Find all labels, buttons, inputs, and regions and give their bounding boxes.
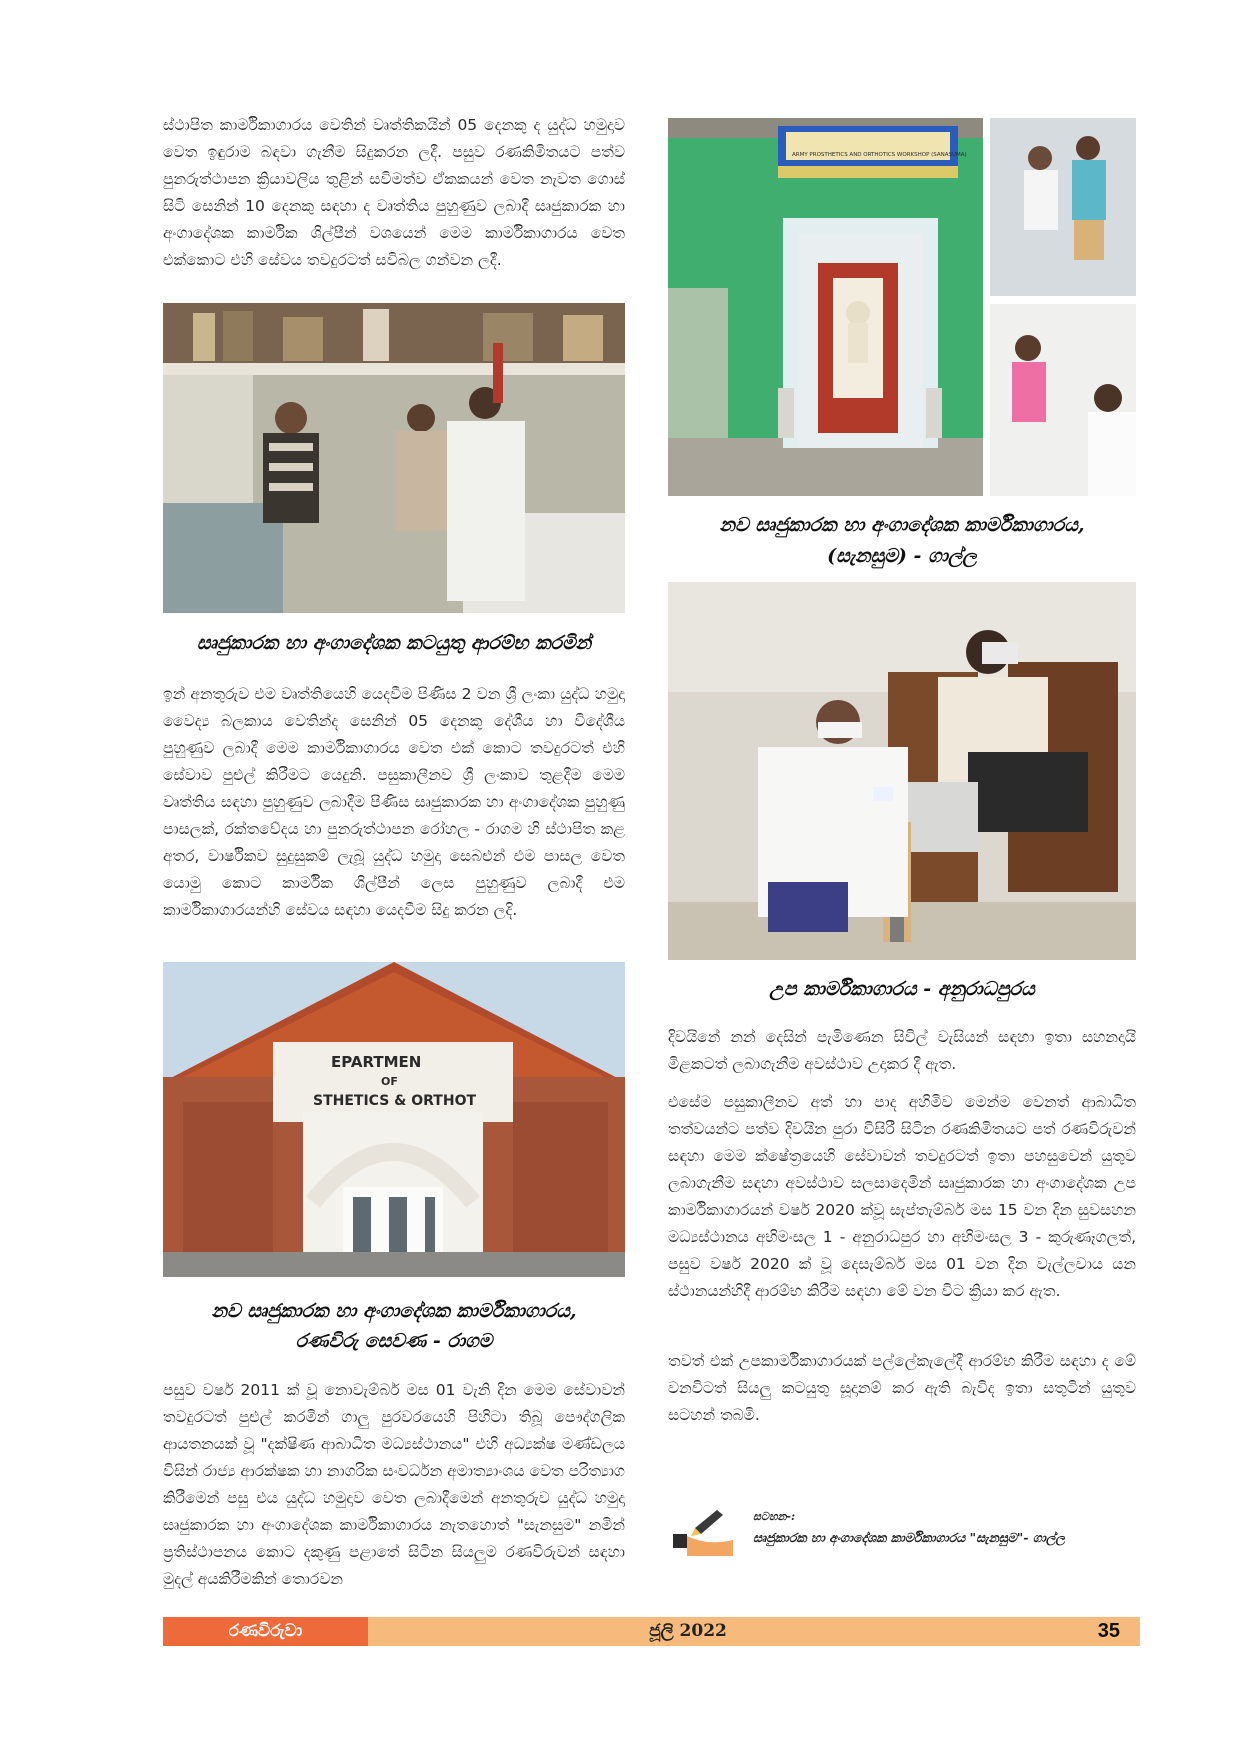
galle-sign: ARMY PROSTHETICS AND ORTHOTICS WORKSHOP (SANASUMA) (792, 152, 967, 158)
caption-galle-line2: (සැනසුම) - ගාල්ල (827, 545, 977, 567)
paragraph-2: ඉන් අනතුරුව එම වෘත්තියෙහි යෙදවීම පිණිස 2 වන ශ්‍රී ලංකා යුද්ධ හමුදා වෛද්‍ය බලකාය වෙතින්ද සෙනින් 05 දෙනකු දේශීය හා විදේශීය පුහුණුව ලබාදී මෙම කාර්මිකාගාරය වෙත එක් කොට තවදුරටත් එහි සේවාව පුළුල් කිරීමට යෙදුනි. පසුකාලීනව ශ්‍රී ලංකාව තුළදීම මෙම වෘත්තිය සඳහා පුහුණුව ලබාදීම පිණිස සෘජුකාරක හා අංගාදේශක පුහුණු පාසලක්, රක්තවේදය හා පුනරුත්ථාපන රෝහල - රාගම හි ස්ථාපිත කළ අතර, වාර්ෂිකව සුදුසුකම් ලැබූ යුද්ධ හමුදා සෙබළුන් එම පාසල වෙත යොමු කොට කාර්මික ශිල්පීන් ලෙස පුහුණුව ලබාදී එම කාර්මිකාගාරයන්හි සේවය සඳහා යෙදවීම සිදු කරන ලදි. (163, 685, 625, 919)
footer-month: ජූලි 2022 (649, 1621, 727, 1641)
caption-ragama-line2: රණවිරු සෙවණ - රාගම (295, 1330, 493, 1352)
paragraph-4: දිවයිනේ නන් දෙසින් පැමිණෙන සිවිල් වැසියන් සඳහා ඉතා සහනදායි මිළකටත් ලබාගැනීම අවස්ථාව උදාකර දී ඇත. (668, 1028, 1136, 1073)
footer-magazine-name: රණවිරුවා (163, 1617, 368, 1646)
ragama-sign-line2: OF (381, 1075, 398, 1088)
anuradhapura-workshop-photo (668, 582, 1136, 960)
caption-anuradhapura: උප කාර්මිකාගාරය - අනුරාධපුරය (769, 978, 1035, 1000)
paragraph-5: එසේම පසුකාලීනව අත් හා පාද අහිමිව මෙන්ම වෙනත් ආබාධිත තත්වයන්ට පත්ව දිවයින පුරා විසිරී සිටින රණකිමිතයට පත් රණවිරුවන් සඳහා මෙම ක්ෂේත්‍රයෙහි සේවාවන් තවදුරටත් ඉතා පහසුවෙන් යුතුව ලබාගැනීම සඳහා අවස්ථාව සලසාදෙමින් සෘජුකාරක හා අංගාදේශක උප කාර්මිකාගාරයන් වර්ෂ 2020 ක්වූ සැප්තැම්බර් මස 15 වන දින සුවසහන මධ්‍යස්ථානය අභිමංසල 1 - අනුරාධපුර හා අභිමංසල 3 - කුරුණෑගලත්, පසුව වර්ෂ 2020 ක් වූ දෙසැම්බර් මස 01 වන දින වැල්ලවාය යන ස්ථානයන්හිදී ආරම්භ කිරීම සඳහා මේ වන විට ක්‍රියා කර ඇත. (668, 1093, 1136, 1300)
paragraph-3: පසුව වර්ෂ 2011 ක් වූ නොවැම්බර් මස 01 වැනි දින මෙම සේවාවන් තවදුරටත් පුළුල් කරමින් ගාලු පුරවරයෙහි පිහිටා තිබූ පෞද්ගලික ආයතනයක් වූ "දක්ෂිණ ආබාධිත මධ්‍යස්ථානය" එහි අධ්‍යක්ෂ මණ්ඩලය විසින් රාජ්‍ය ආරක්ෂක හා නාගරික සංවර්ධන අමාත්‍යාංශය වෙත පරිත්‍යාග කිරීමෙන් පසු එය යුද්ධ හමුදාව වෙත ලබාදීමෙන් අනතුරුව යුද්ධ හමුදා සෘජුකාරක හා අංගාදේශක කාර්මිකාගාරය නැතහොත් "සැනසුම" නමින් ප්‍රතිස්ථාපනය කොට දකුණු පළාතේ සිටින සියලුම රණවිරුවන් සඳහා මුදල් අයකිරීමකින් තොරවන (163, 1381, 625, 1588)
caption-galle-line1: නව සෘජුකාරක හා අංගාදේශක කාර්මිකාගාරය, (719, 514, 1085, 536)
caption-workshop-activity: සෘජුකාරක හා අංගාදේශක කටයුතු ආරම්භ කරමින් (196, 632, 592, 654)
paragraph-6: තවත් එක් උපකාර්මිකාගාරයක් පල්ලේකැලේදී ආරම්භ කිරීම සඳහා ද මේ වනවිටත් සියලු කටයුතු සූදානම් කර ඇති බැවිද ඉතා සතුටින් යුතුව සටහන් තබමි. (668, 1352, 1136, 1424)
ragama-sign-line3: STHETICS & ORTHOT (313, 1093, 477, 1109)
pen-writing-icon (673, 1506, 733, 1556)
page-number: 35 (1097, 1620, 1120, 1642)
ragama-building-photo (163, 962, 625, 1277)
ragama-sign-line1: EPARTMEN (331, 1053, 422, 1071)
footer-band (368, 1617, 1140, 1646)
intro-paragraph: ස්ථාපිත කාර්මිකාගාරය වෙතින් වෘත්තිකයින් 05 දෙනකු ද යුද්ධ හමුදාව වෙත ඉඳුරාම බඳවා ගැනීම සිදුකරන ලදී. පසුව රණකිමිතයට පත්ව පුනරුත්ථාපන ක්‍රියාවලිය තුළින් සවිමත්ව ඒකකයන් වෙත නැවත ගොස් සිටි සෙනින් 10 දෙනකු සඳහා ද වෘත්තිය පුහුණුව ලබාදී සෘජුකාරක හා අංගාදේශක කාර්මික ශිල්පීන් වශයෙන් මෙම කාර්මිකාගාරය වෙත එක්කොට එහි සේවය තවදුරටත් සවිබල ගන්වන ලදී. (163, 116, 625, 269)
workshop-activity-photo (163, 303, 625, 613)
source-text: සෘජුකාරක හා අංගාදේශක කාර්මිකාගාරය "සැනසුම"- ගාල්ල (753, 1530, 1065, 1545)
source-note (673, 1506, 1143, 1558)
source-label: සටහන-: (753, 1510, 796, 1523)
caption-ragama-line1: නව සෘජුකාරක හා අංගාදේශක කාර්මිකාගාරය, (211, 1300, 577, 1322)
galle-workshop-photo (668, 118, 1136, 496)
